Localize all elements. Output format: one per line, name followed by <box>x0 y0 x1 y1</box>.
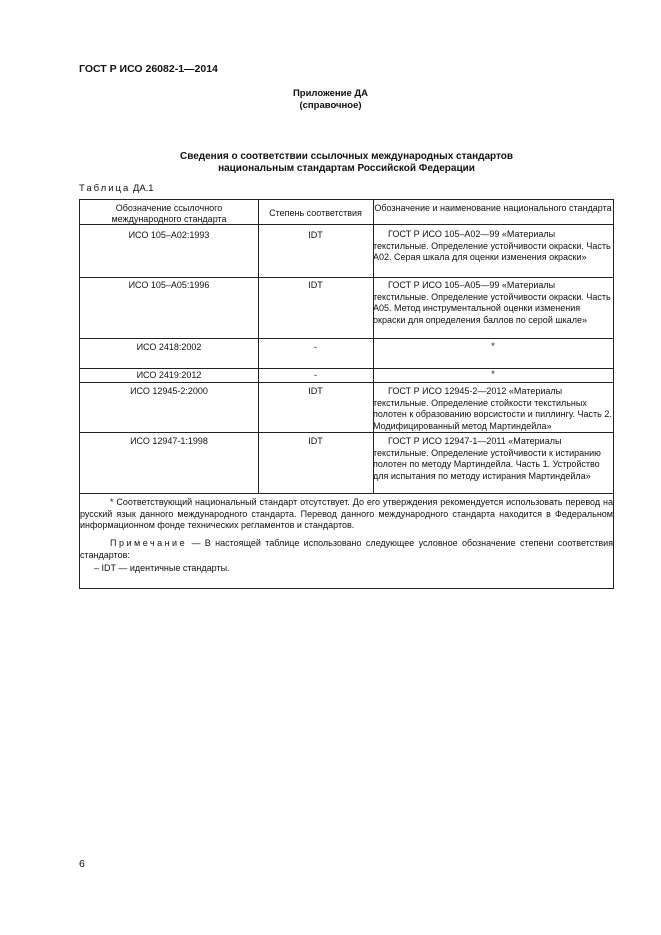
table-row-1-degree: IDT <box>308 230 323 240</box>
row-divider-1 <box>80 277 613 278</box>
annex-heading <box>0 88 661 112</box>
row-divider-5 <box>80 432 613 433</box>
table-row-2-degree: IDT <box>308 280 323 290</box>
annex-title: Приложение ДА <box>292 88 369 99</box>
table-note <box>80 538 613 575</box>
row-divider-4 <box>80 382 613 383</box>
note-item: – IDT — идентичные стандарты. <box>94 563 230 573</box>
table-row-1-national: ГОСТ Р ИСО 105–А02—99 «Материалы текстильные. Определение устойчивости окраски. Часть А02. Серая шкала для оценки изменения окраски» <box>373 229 611 262</box>
row-divider-2 <box>80 338 613 339</box>
table-label-number: ДА.1 <box>130 183 154 194</box>
table-label-prefix: Таблица <box>79 183 131 194</box>
header-col-ref: Обозначение ссылочного международного стандарта <box>111 203 227 224</box>
table-row-6-national: ГОСТ Р ИСО 12947-1—2011 «Материалы текстильные. Определение устойчивости к истиранию полотен по методу Мартиндейла. Часть 1. Устройство для испытания по методу истирания Мартиндейла» <box>373 436 601 481</box>
row-divider-6 <box>80 493 613 494</box>
table-row-6-ref: ИСО 12947-1:1998 <box>130 436 208 446</box>
document-header: ГОСТ Р ИСО 26082-1—2014 <box>79 63 218 75</box>
header-divider <box>80 224 613 225</box>
header-col-national: Обозначение и наименование национального стандарта <box>374 203 612 213</box>
table-row-5-national: ГОСТ Р ИСО 12945-2—2012 «Материалы текстильные. Определение стойкости текстильных полотен к образованию ворсистости и пиллингу. Часть 2. Модифицированный метод Мартиндейла» <box>373 386 612 431</box>
table-row-5-degree: IDT <box>308 386 323 396</box>
table-row-3-ref: ИСО 2418:2002 <box>136 342 202 352</box>
table-row-4-national: * <box>491 369 495 379</box>
table-footnote <box>80 497 613 532</box>
table-row-2-national: ГОСТ Р ИСО 105–А05—99 «Материалы текстильные. Определение устойчивости окраски. Часть А05. Метод инструментальной оценки изменения окраски для определения баллов по серой шкале» <box>373 280 611 325</box>
table-row-5-ref: ИСО 12945-2:2000 <box>130 386 208 396</box>
annex-subtitle: (справочное) <box>299 100 362 111</box>
correspondence-table <box>79 199 614 589</box>
section-title <box>0 151 661 175</box>
page-number: 6 <box>79 858 85 870</box>
table-row-3-national: * <box>491 341 495 351</box>
section-title-line2: национальным стандартам Российской Федерации <box>218 163 475 174</box>
table-row-4-ref: ИСО 2419:2012 <box>136 370 202 380</box>
note-label: Примечание <box>110 538 188 548</box>
table-row-1-ref: ИСО 105–А02:1993 <box>128 230 210 240</box>
table-row-2-ref: ИСО 105–А05:1996 <box>128 280 210 290</box>
section-title-line1: Сведения о соответствии ссылочных международных стандартов <box>179 151 514 162</box>
table-row-6-degree: IDT <box>308 436 323 446</box>
header-col-degree: Степень соответствия <box>269 208 362 218</box>
table-row-4-degree: - <box>314 370 317 380</box>
note-text: — В настоящей таблице использовано следующее условное обозначение степени соответствия стандартов: <box>80 538 613 560</box>
footnote-text: * Соответствующий национальный стандарт отсутствует. До его утверждения рекомендуется использовать перевод на русский язык данного международного стандарта. Перевод данного международного стандарта находится в Федеральном информационном фонде технических регламентов и стандартов. <box>80 497 613 530</box>
table-label <box>79 183 154 194</box>
table-row-3-degree: - <box>314 342 317 352</box>
